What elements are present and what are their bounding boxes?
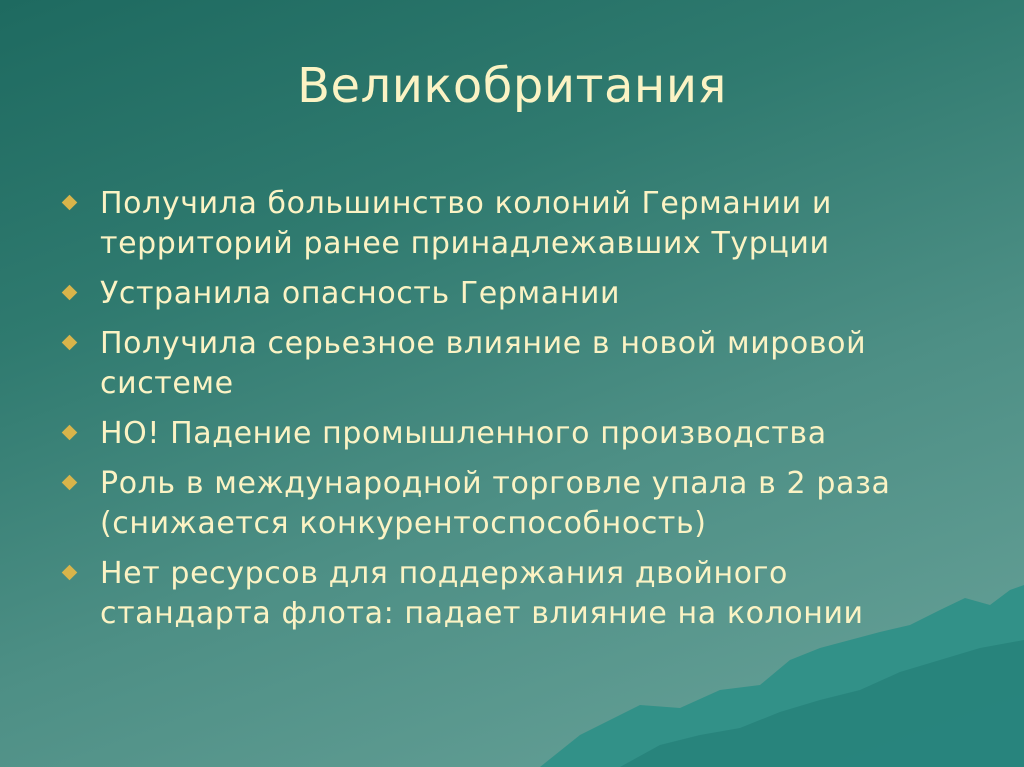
bullet-item xyxy=(62,274,962,314)
diamond-bullet-icon xyxy=(62,565,78,581)
bullet-item xyxy=(62,554,962,634)
diamond-bullet-icon xyxy=(62,195,78,211)
diamond-bullet-icon xyxy=(62,335,78,351)
diamond-bullet-icon xyxy=(62,285,78,301)
diamond-bullet-icon xyxy=(62,475,78,491)
bullet-text: Нет ресурсов для поддержания двойного стандарта флота: падает влияние на колонии xyxy=(100,556,864,631)
slide-title: Великобритания xyxy=(297,58,727,114)
bullet-text: Роль в международной торговле упала в 2 раза (снижается конкурентоспособность) xyxy=(100,466,891,541)
bullet-list xyxy=(62,184,962,644)
bullet-text: Получила серьезное влияние в новой мировой системе xyxy=(100,326,867,401)
bullet-text: Устранила опасность Германии xyxy=(100,276,621,311)
bullet-text: НО! Падение промышленного производства xyxy=(100,416,827,451)
bullet-text: Получила большинство колоний Германии и территорий ранее принадлежавших Турции xyxy=(100,186,832,261)
diamond-bullet-icon xyxy=(62,425,78,441)
bullet-item xyxy=(62,324,962,404)
bullet-item xyxy=(62,184,962,264)
bullet-item xyxy=(62,414,962,454)
bullet-item xyxy=(62,464,962,544)
